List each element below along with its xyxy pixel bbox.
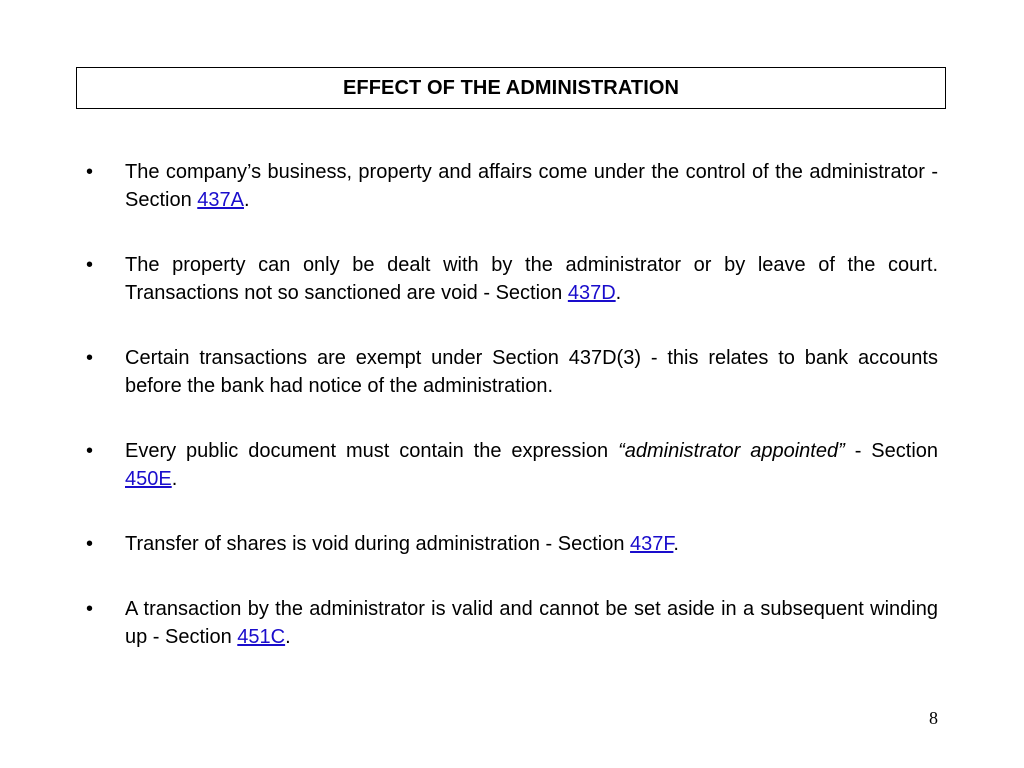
- bullet-item-transfer: [86, 530, 938, 558]
- title-box: [76, 67, 946, 109]
- section-link-451c[interactable]: 451C: [237, 626, 286, 648]
- section-link-450e[interactable]: 450E: [125, 468, 172, 490]
- bullet-text: A transaction by the administrator is valid and cannot be set aside in a subsequent winding up - Section 451C.: [125, 598, 938, 648]
- bullet-item-control: [86, 158, 938, 214]
- bullet-text: The property can only be dealt with by the administrator or by leave of the court. Transactions not so sanctioned are void - Section 437D.: [125, 254, 938, 304]
- bullet-icon: •: [86, 347, 94, 369]
- bullet-icon: •: [86, 533, 94, 555]
- bullet-list: [86, 158, 938, 688]
- bullet-text: The company’s business, property and affairs come under the control of the administrator - Section 437A.: [125, 161, 938, 211]
- bullet-text: Transfer of shares is void during administration - Section 437F.: [125, 533, 679, 555]
- section-link-437a[interactable]: 437A: [197, 189, 244, 211]
- bullet-icon: •: [86, 598, 94, 620]
- bullet-icon: •: [86, 440, 94, 462]
- bullet-text: Every public document must contain the expression “administrator appointed” - Section 450E.: [125, 440, 939, 490]
- bullet-text: Certain transactions are exempt under Section 437D(3) - this relates to bank accounts before the bank had notice of the administration.: [125, 347, 938, 397]
- quoted-expression: “administrator appointed”: [618, 440, 845, 462]
- slide-title: EFFECT OF THE ADMINISTRATION: [342, 76, 680, 99]
- bullet-item-transaction: [86, 595, 938, 651]
- section-link-437f[interactable]: 437F: [630, 533, 674, 555]
- bullet-icon: •: [86, 161, 94, 183]
- page-number: 8: [929, 708, 938, 728]
- bullet-item-exempt: [86, 344, 938, 400]
- bullet-item-property: [86, 251, 938, 307]
- bullet-icon: •: [86, 254, 94, 276]
- bullet-item-public-document: [86, 437, 938, 493]
- section-link-437d[interactable]: 437D: [567, 282, 616, 304]
